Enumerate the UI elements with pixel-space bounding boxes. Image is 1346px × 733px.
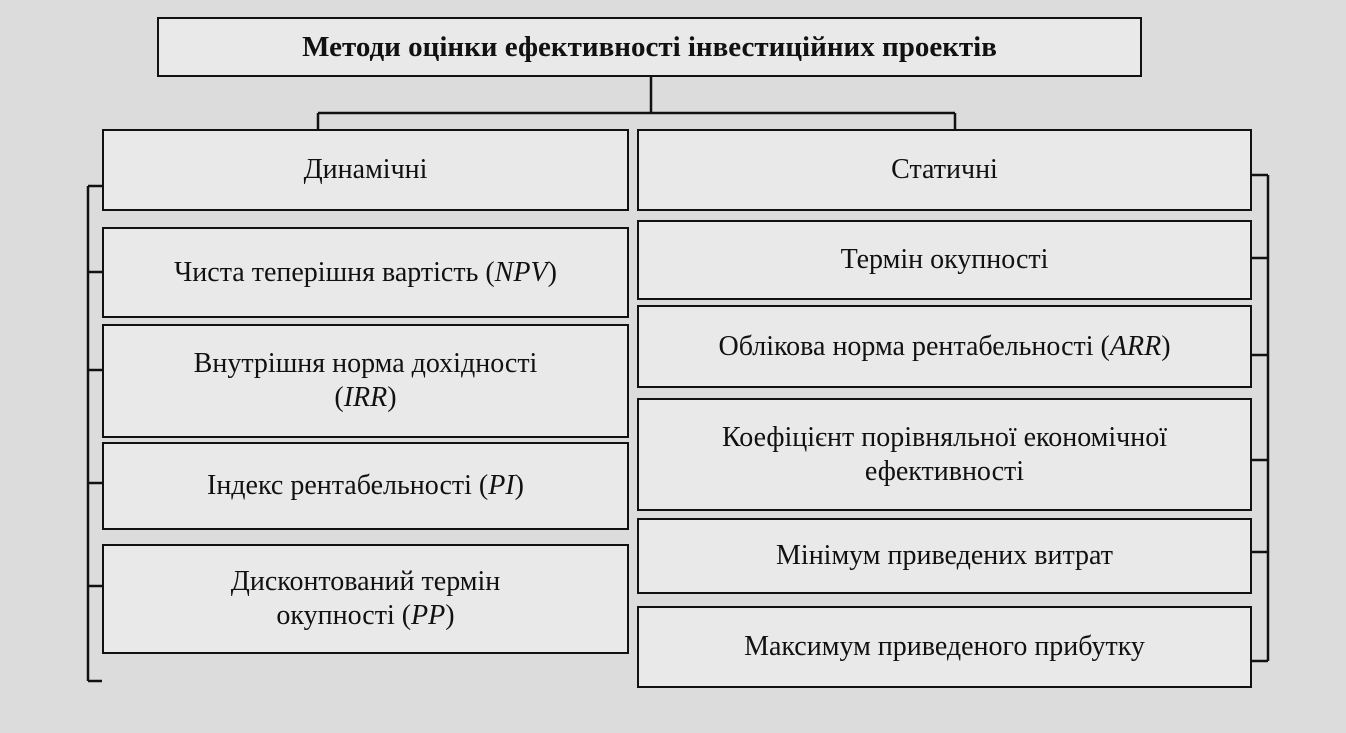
dynamic-header-box xyxy=(102,129,629,211)
item-text: Чиста теперішня вартість ( xyxy=(174,256,495,288)
dynamic-header: Динамічні xyxy=(303,154,428,185)
item-text: Індекс рентабельності ( xyxy=(207,470,489,501)
dynamic-item-pi xyxy=(102,442,629,530)
item-text: Внутрішня норма дохідності xyxy=(193,348,538,379)
item-text: Термін окупності xyxy=(840,244,1049,275)
item-text: Дисконтований термін xyxy=(230,566,501,597)
dynamic-item-pp xyxy=(102,544,629,654)
item-abbr: IRR xyxy=(343,382,388,413)
diagram-title: Методи оцінки ефективності інвестиційних проектів xyxy=(302,31,997,63)
item-abbr: ARR xyxy=(1109,330,1162,362)
item-text: Максимум приведеного прибутку xyxy=(744,631,1145,662)
dynamic-item-irr xyxy=(102,324,629,438)
item-tail: ) xyxy=(1161,330,1171,362)
item-line2: ефективності xyxy=(864,455,1025,487)
static-header-box xyxy=(637,129,1252,211)
item-prefix: ( xyxy=(334,382,344,413)
static-item-max-profit xyxy=(637,606,1252,688)
static-item-comparative xyxy=(637,398,1252,511)
item-text: Облікова норма рентабельності ( xyxy=(718,330,1110,362)
item-tail: ) xyxy=(547,256,557,288)
item-tail: ) xyxy=(514,470,524,501)
item-abbr: NPV xyxy=(494,256,548,288)
static-item-payback xyxy=(637,220,1252,300)
static-header: Статичні xyxy=(891,154,998,185)
item-abbr: PI xyxy=(488,470,515,501)
item-tail: ) xyxy=(387,382,397,413)
static-item-arr xyxy=(637,305,1252,388)
item-text: Мінімум приведених витрат xyxy=(776,540,1113,571)
item-abbr: PP xyxy=(411,600,446,631)
static-item-min-costs xyxy=(637,518,1252,594)
item-text: Коефіцієнт порівняльної економічної xyxy=(721,421,1168,453)
dynamic-item-npv xyxy=(102,227,629,318)
item-tail: ) xyxy=(445,600,455,631)
item-prefix: окупності ( xyxy=(276,600,412,631)
diagram-title-box xyxy=(157,17,1142,77)
